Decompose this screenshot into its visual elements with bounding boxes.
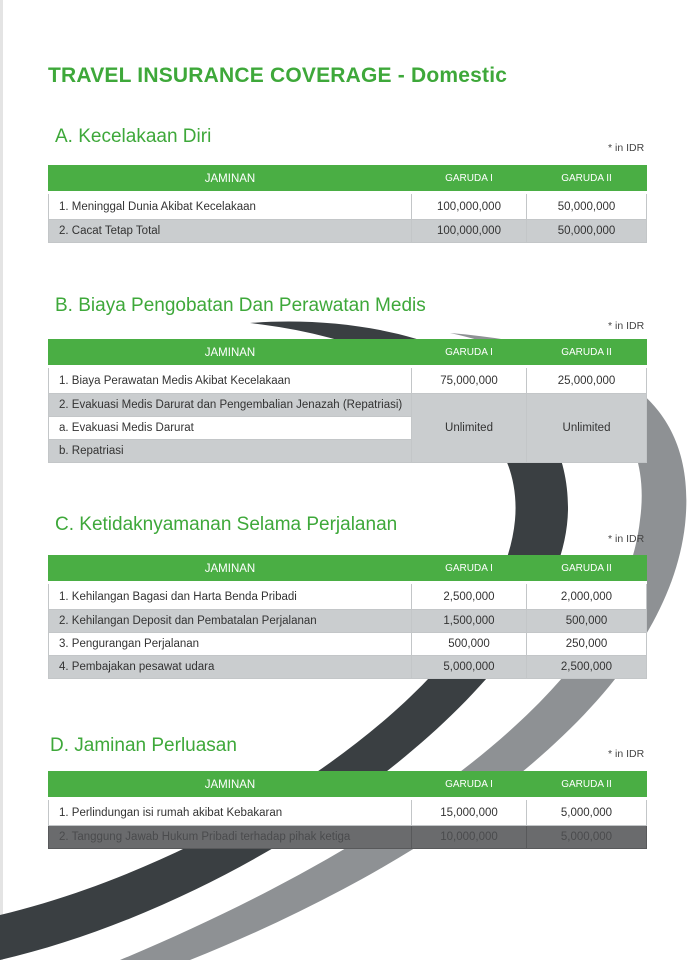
page-title: TRAVEL INSURANCE COVERAGE - Domestic: [48, 64, 508, 87]
row-garuda-1: 100,000,000: [412, 193, 527, 220]
header-garuda-2: GARUDA II: [527, 556, 647, 583]
section-a-title: A. Kecelakaan Diri: [55, 126, 212, 147]
table-row: [49, 799, 647, 826]
row-label: 1. Meninggal Dunia Akibat Kecelakaan: [49, 193, 412, 220]
table-row: [49, 394, 647, 417]
table-row: [49, 610, 647, 633]
table-section-d: [48, 771, 647, 849]
row-label: 4. Pembajakan pesawat udara: [49, 656, 412, 679]
row-garuda-1: 2,500,000: [412, 583, 527, 610]
row-label: 2. Kehilangan Deposit dan Pembatalan Perjalanan: [49, 610, 412, 633]
row-garuda-2: 25,000,000: [527, 367, 647, 394]
currency-note-a: * in IDR: [608, 142, 645, 154]
row-garuda-1: 75,000,000: [412, 367, 527, 394]
section-b-title: B. Biaya Pengobatan Dan Perawatan Medis: [55, 295, 426, 316]
row-label: 1. Biaya Perawatan Medis Akibat Kecelakaan: [49, 367, 412, 394]
table-section-b: [48, 339, 647, 463]
row-garuda-1: 15,000,000: [412, 799, 527, 826]
header-jaminan: JAMINAN: [49, 340, 412, 367]
header-garuda-1: GARUDA I: [412, 556, 527, 583]
row-garuda-1: 100,000,000: [412, 220, 527, 243]
header-garuda-2: GARUDA II: [527, 772, 647, 799]
row-garuda-1: 5,000,000: [412, 656, 527, 679]
header-jaminan: JAMINAN: [49, 556, 412, 583]
row-garuda-2: 5,000,000: [527, 799, 647, 826]
header-jaminan: JAMINAN: [49, 772, 412, 799]
table-row: [49, 583, 647, 610]
table-section-a: [48, 165, 647, 243]
row-garuda-1: 10,000,000: [412, 826, 527, 849]
table-row: [49, 367, 647, 394]
row-garuda-2: 5,000,000: [527, 826, 647, 849]
row-label: a. Evakuasi Medis Darurat: [49, 417, 412, 440]
row-garuda-2: Unlimited: [527, 394, 647, 463]
row-garuda-1: 1,500,000: [412, 610, 527, 633]
row-label: 2. Evakuasi Medis Darurat dan Pengembalian Jenazah (Repatriasi): [49, 394, 412, 417]
section-d-title: D. Jaminan Perluasan: [50, 735, 237, 756]
header-garuda-1: GARUDA I: [412, 166, 527, 193]
row-garuda-2: 250,000: [527, 633, 647, 656]
header-garuda-2: GARUDA II: [527, 340, 647, 367]
table-section-c: [48, 555, 647, 679]
header-jaminan: JAMINAN: [49, 166, 412, 193]
row-label: 3. Pengurangan Perjalanan: [49, 633, 412, 656]
header-garuda-1: GARUDA I: [412, 772, 527, 799]
table-row: [49, 633, 647, 656]
row-garuda-2: 50,000,000: [527, 193, 647, 220]
header-garuda-2: GARUDA II: [527, 166, 647, 193]
row-garuda-2: 2,500,000: [527, 656, 647, 679]
row-garuda-2: 50,000,000: [527, 220, 647, 243]
header-garuda-1: GARUDA I: [412, 340, 527, 367]
row-label: 2. Tanggung Jawab Hukum Pribadi terhadap pihak ketiga: [49, 826, 412, 849]
row-label: 1. Kehilangan Bagasi dan Harta Benda Pribadi: [49, 583, 412, 610]
row-label: 1. Perlindungan isi rumah akibat Kebakaran: [49, 799, 412, 826]
currency-note-d: * in IDR: [608, 748, 645, 760]
currency-note-b: * in IDR: [608, 320, 645, 332]
row-garuda-2: 2,000,000: [527, 583, 647, 610]
section-c-title: C. Ketidaknyamanan Selama Perjalanan: [55, 514, 398, 535]
row-label: 2. Cacat Tetap Total: [49, 220, 412, 243]
currency-note-c: * in IDR: [608, 533, 645, 545]
row-garuda-1: Unlimited: [412, 394, 527, 463]
table-row: [49, 826, 647, 849]
table-row: [49, 656, 647, 679]
row-garuda-1: 500,000: [412, 633, 527, 656]
table-row: [49, 220, 647, 243]
row-label: b. Repatriasi: [49, 440, 412, 463]
row-garuda-2: 500,000: [527, 610, 647, 633]
table-row: [49, 193, 647, 220]
